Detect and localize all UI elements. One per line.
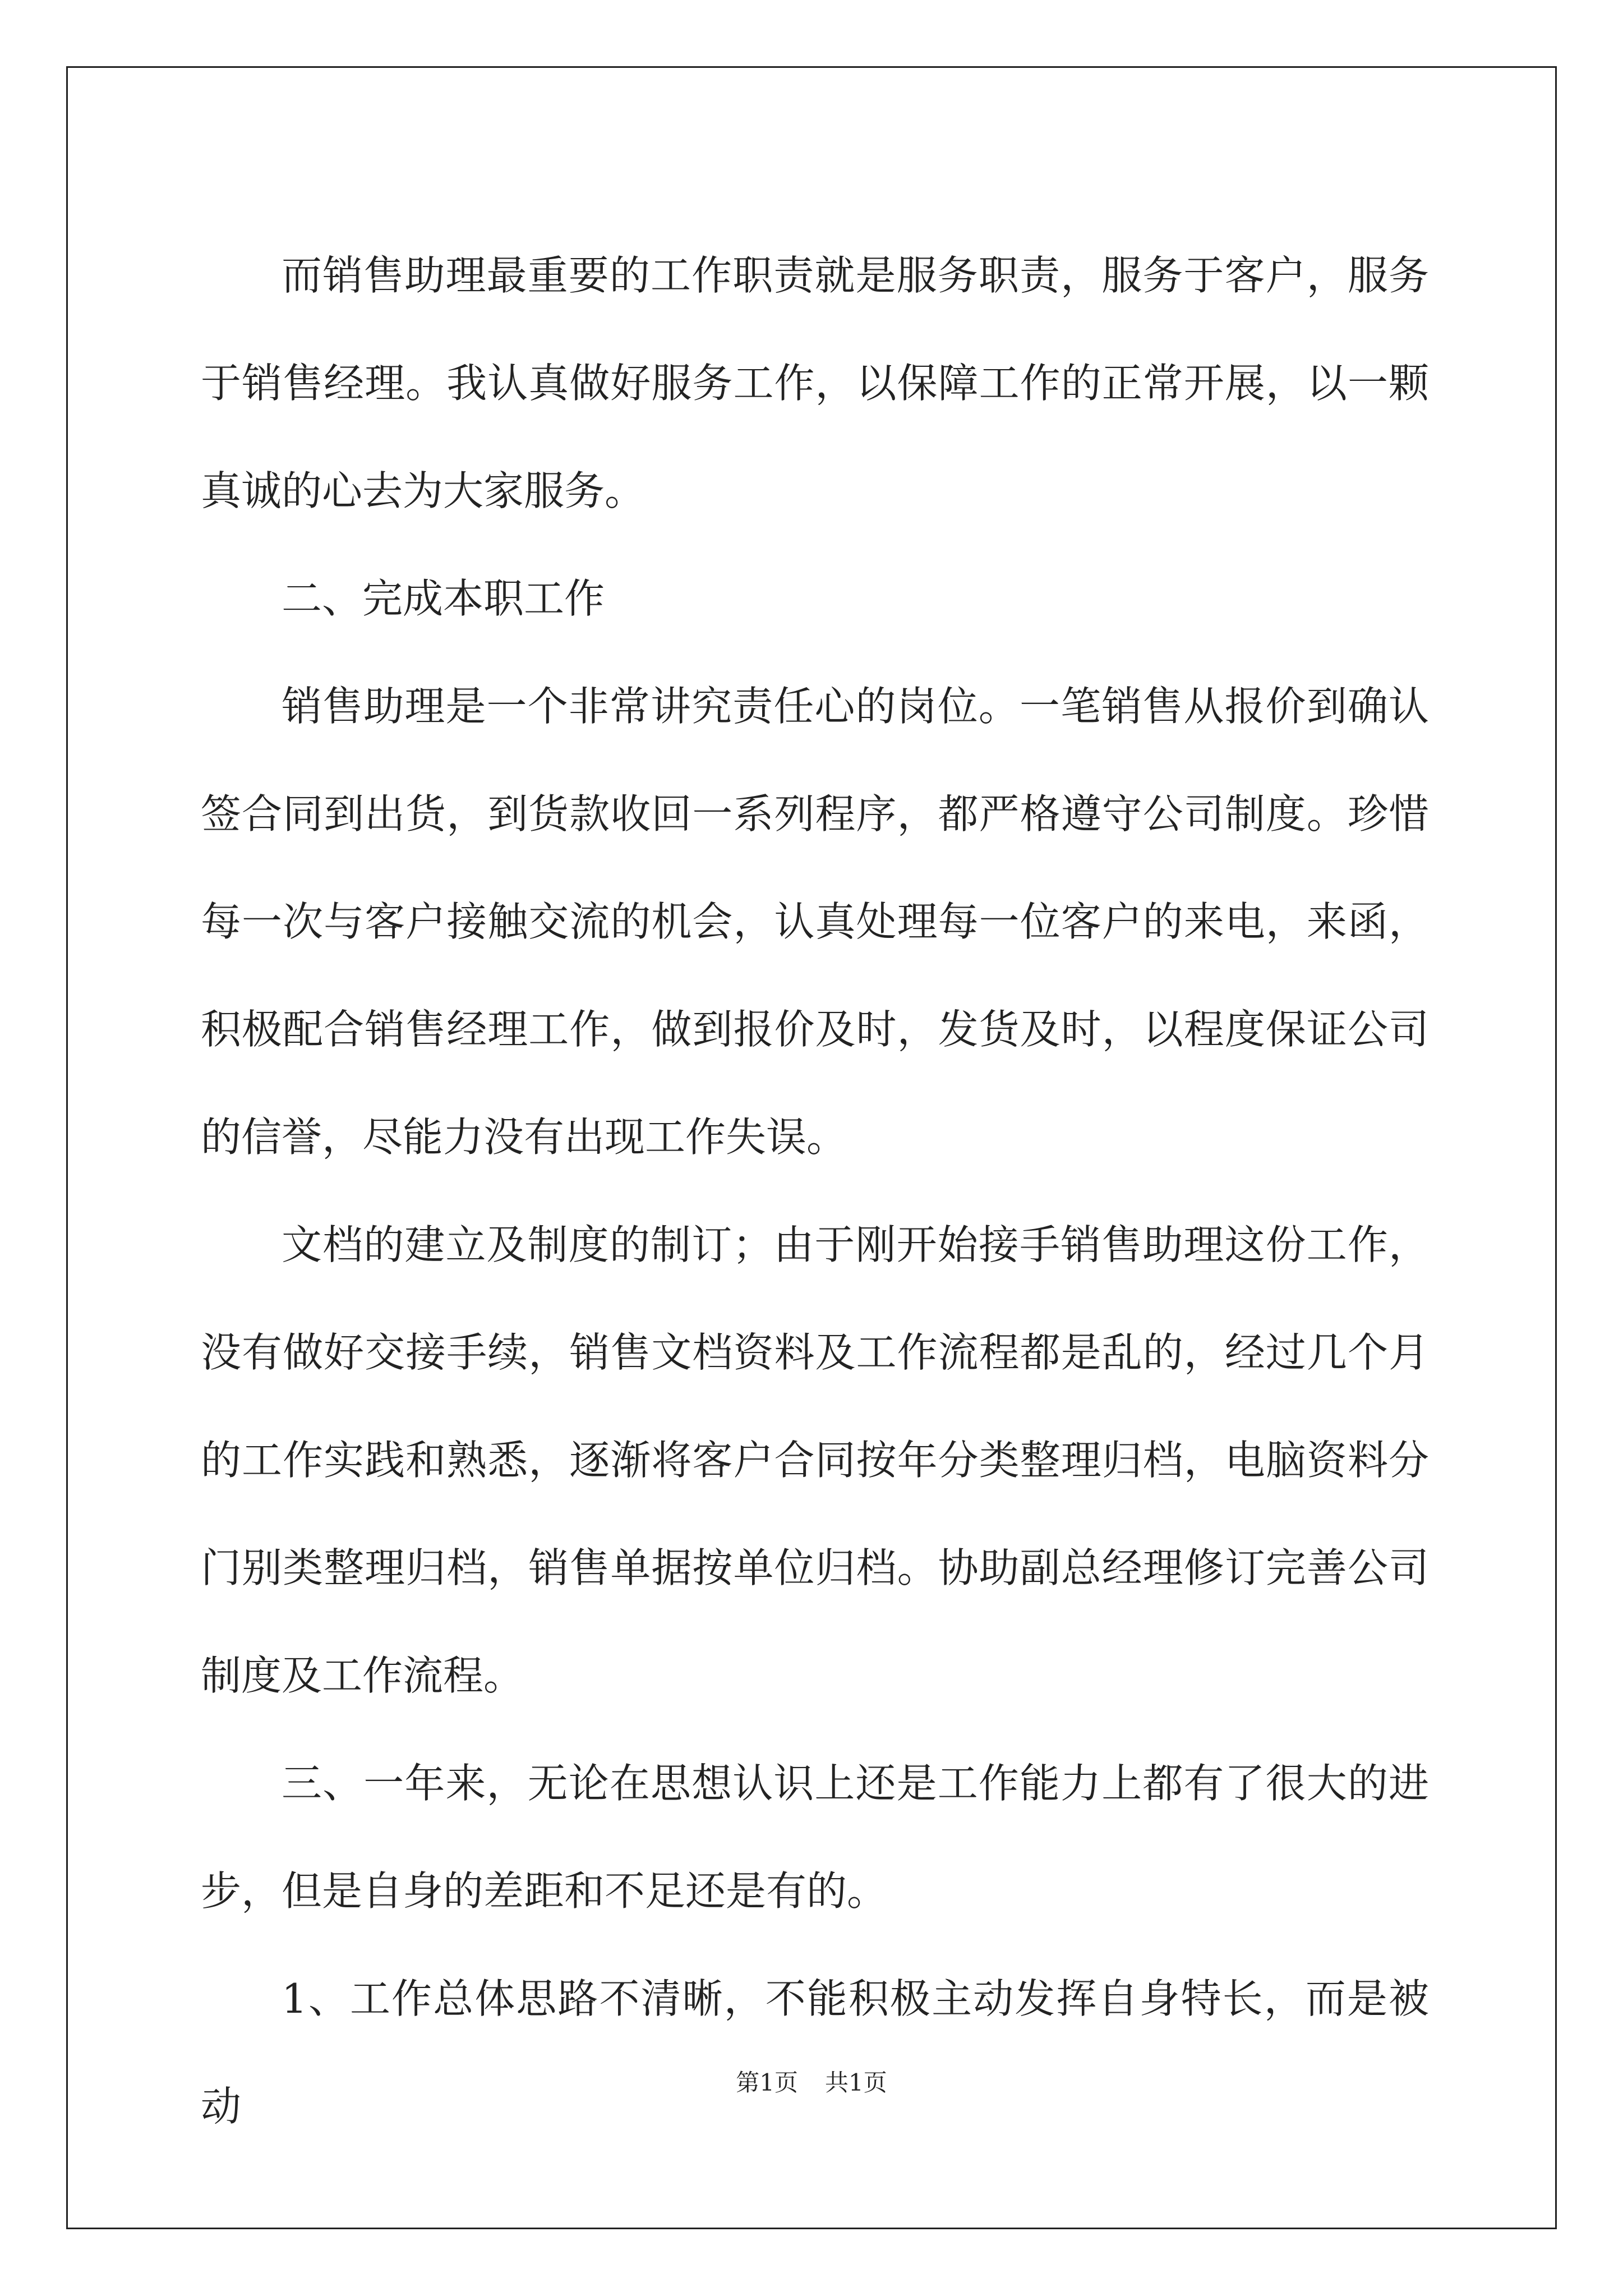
paragraph-shortcoming-1: 1、工作总体思路不清晰，不能积极主动发挥自身特长，而是被动 [201,1975,1429,2130]
document-body [201,222,1429,2160]
section-heading-3: 三、一年来，无论在思想认识上还是工作能力上都有了很大的进步，但是自身的差距和不足还是有的。 [201,1760,1429,1915]
paragraph-document-system: 文档的建立及制度的制订；由于刚开始接手销售助理这份工作，没有做好交接手续，销售文档资料及工作流程都是乱的，经过几个月的工作实践和熟悉，逐渐将客户合同按年分类整理归档，电脑资料分门别类整理归档，销售单据按单位归档。协助副总经理修订完善公司制度及工作流程。 [201,1221,1429,1699]
paragraph-service-duty: 而销售助理最重要的工作职责就是服务职责，服务于客户，服务于销售经理。我认真做好服务工作，以保障工作的正常开展，以一颗真诚的心去为大家服务。 [201,252,1429,514]
page-number: 第1页 [736,2069,798,2096]
section-heading-2: 二、完成本职工作 [282,575,605,622]
page-count: 共1页 [825,2069,887,2096]
page-footer [0,2064,1623,2098]
paragraph-job-responsibility: 销售助理是一个非常讲究责任心的岗位。一笔销售从报价到确认签合同到出货，到货款收回一系列程序，都严格遵守公司制度。珍惜每一次与客户接触交流的机会，认真处理每一位客户的来电，来函，积极配合销售经理工作，做到报价及时，发货及时，以程度保证公司的信誉，尽能力没有出现工作失误。 [201,683,1429,1161]
